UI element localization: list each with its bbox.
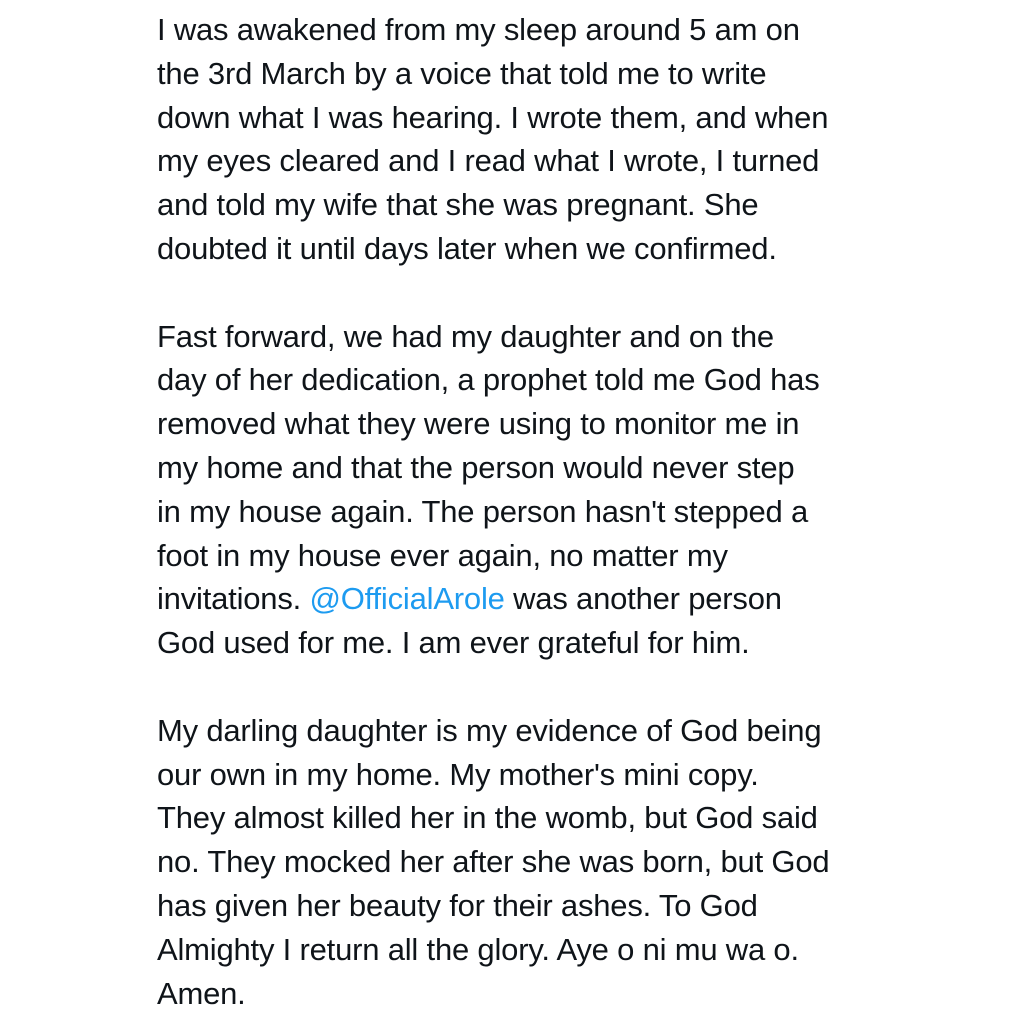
post-paragraph-3: My darling daughter is my evidence of God being our own in my home. My mother's mini copy. They almost killed her in the womb, but God said no. They mocked her after she was born, but God has given her beauty for their ashes. To God Almighty I return all the glory. Aye o ni mu wa o. Amen. xyxy=(157,712,830,1011)
post-paragraph-2 xyxy=(157,315,877,665)
post-body xyxy=(157,8,877,1015)
post-paragraph-2-start: Fast forward, we had my daughter and on the day of her dedication, a prophet told me God has removed what they were using to monitor me in my home and that the person would never step in my house again. The person hasn't stepped a foot in my house ever again, no matter my invitations. xyxy=(157,318,820,617)
mention-link[interactable]: @OfficialArole xyxy=(309,581,505,617)
post-paragraph-1: I was awakened from my sleep around 5 am on the 3rd March by a voice that told me to write down what I was hearing. I wrote them, and when my eyes cleared and I read what I wrote, I turned and told my wife that she was pregnant. She doubted it until days later when we confirmed. xyxy=(157,12,829,266)
post-paragraph-2-end: was another person God used for me. I am ever grateful for him. xyxy=(157,581,782,661)
